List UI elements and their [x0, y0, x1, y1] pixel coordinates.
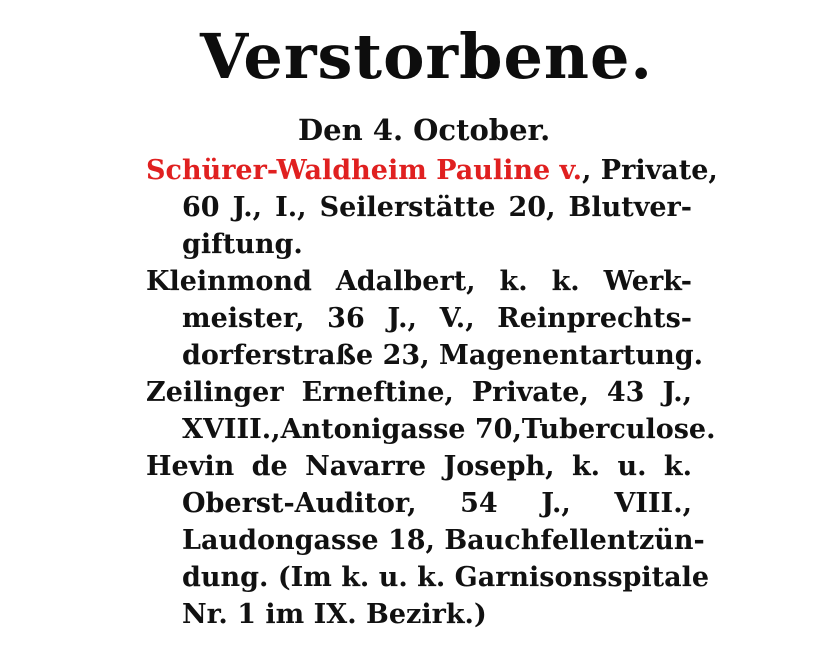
dateline: Den 4. October. [298, 113, 551, 147]
entry-4-line-2: Oberst-Auditor, 54 J., VIII., [182, 488, 692, 519]
entry-4-line-4: dung. (Im k. u. k. Garnisonsspitale [182, 562, 710, 593]
entry-1-line-1-text: , Private, [582, 155, 718, 186]
entry-1-line-2: 60 J., I., Seilerstätte 20, Blutver- [182, 192, 692, 223]
entry-4-line-1: Hevin de Navarre Joseph, k. u. k. [146, 451, 692, 482]
entry-2-line-1: Kleinmond Adalbert, k. k. Werk- [146, 266, 692, 297]
entry-1-line-3: giftung. [182, 229, 303, 260]
entry-3-line-1: Zeilinger Erneftine, Private, 43 J., [146, 377, 692, 408]
entry-2-line-2: meister, 36 J., V., Reinprechts- [182, 303, 692, 334]
entry-4-line-3: Laudongasse 18, Bauchfellentzün- [182, 525, 705, 556]
death-notices [146, 152, 718, 633]
entry-4-line-5: Nr. 1 im IX. Bezirk.) [182, 599, 487, 630]
section-heading: Verstorbene. [200, 20, 653, 93]
entry-2-line-3: dorferstraße 23, Magenentartung. [182, 340, 704, 371]
highlighted-name: Schürer-Waldheim Pauline v. [146, 155, 582, 186]
entry-3-line-2: XVIII.,Antonigasse 70,Tuberculose. [182, 414, 716, 445]
entry-1-line-1 [146, 152, 718, 189]
